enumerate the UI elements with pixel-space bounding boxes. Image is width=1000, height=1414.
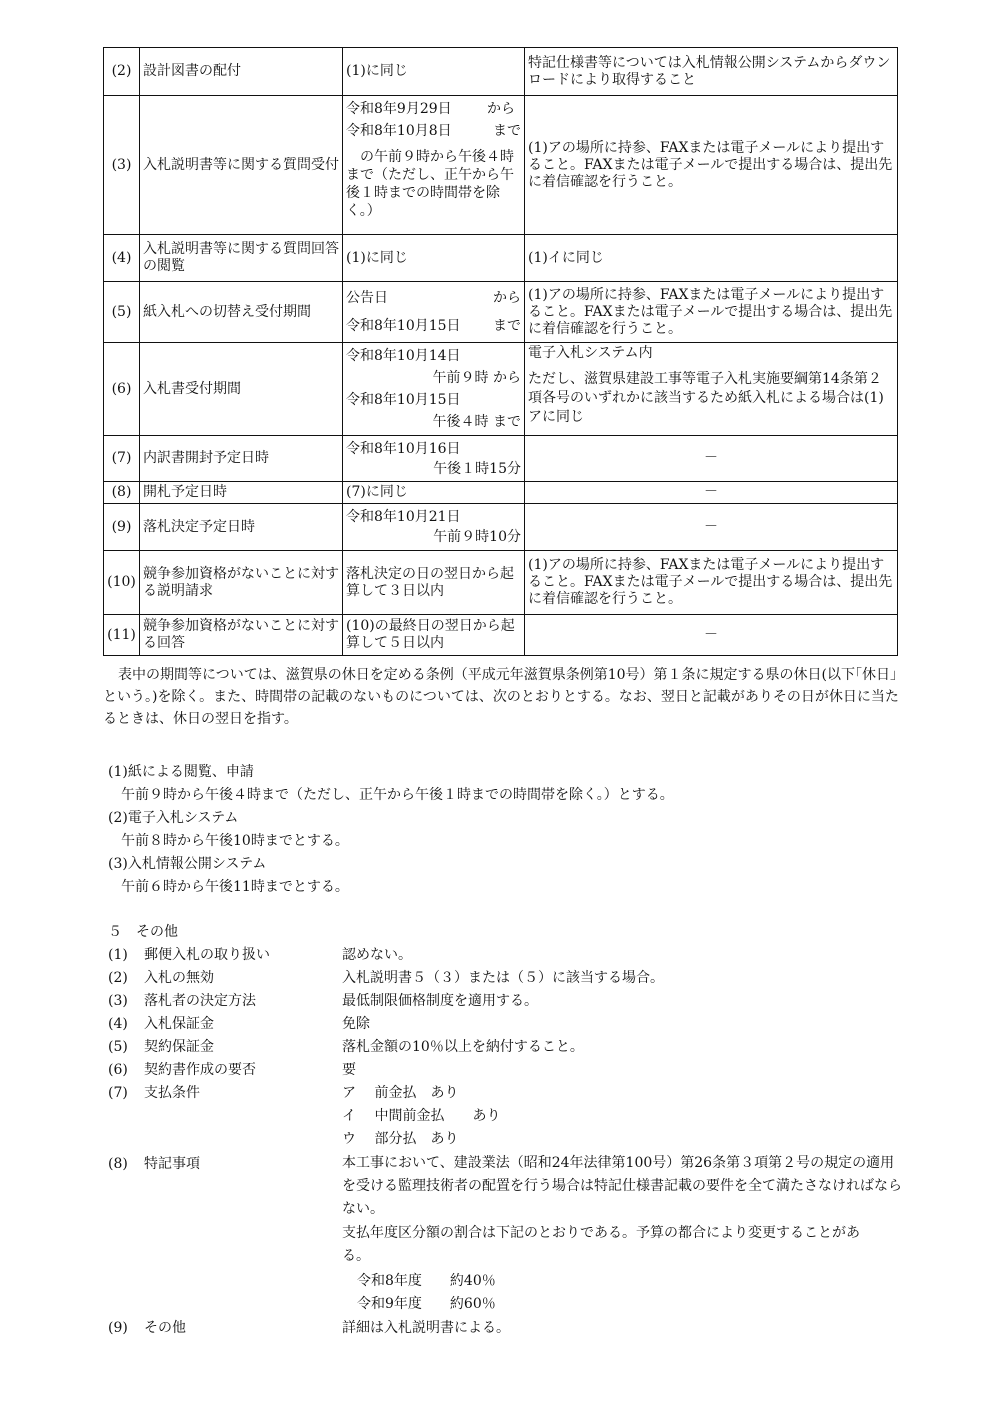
period-line: 午後４時 まで <box>432 414 521 430</box>
list-item: (9) その他 詳細は入札説明書による。 <box>108 1320 510 1336</box>
special-note-text: 支払年度区分額の割合は下記のとおりである。予算の都合により変更することがある。 <box>342 1225 860 1264</box>
row-item: 入札書受付期間 <box>140 343 343 436</box>
row-period <box>343 282 525 343</box>
row-number: (11) <box>104 615 140 656</box>
table-row <box>104 482 898 504</box>
row-period: (1)に同じ <box>343 235 525 282</box>
row-place: (1)アの場所に持参、FAXまたは電子メールにより提出すること。FAXまたは電子メールで提出する場合は、提出先に着信確認を行うこと。 <box>525 551 898 615</box>
payment-term: ア 前金払 あり <box>342 1085 459 1101</box>
fiscal-year-ratio: 令和9年度 約60％ <box>357 1296 496 1312</box>
row-place: － <box>525 436 898 482</box>
row-item: 入札説明書等に関する質問回答の閲覧 <box>140 235 343 282</box>
table-row <box>104 504 898 551</box>
list-item: (3) 落札者の決定方法 最低制限価格制度を適用する。 <box>108 993 538 1009</box>
row-number: (3) <box>104 96 140 235</box>
row-item: 紙入札への切替え受付期間 <box>140 282 343 343</box>
row-place: (1)アの場所に持参、FAXまたは電子メールにより提出すること。FAXまたは電子メールで提出する場合は、提出先に着信確認を行うこと。 <box>525 96 898 235</box>
table-row <box>104 282 898 343</box>
period-line: 令和8年9月29日 から <box>346 101 515 117</box>
row-place: － <box>525 482 898 504</box>
table-row <box>104 615 898 656</box>
list-item: (4) 入札保証金 免除 <box>108 1016 370 1032</box>
place-line: ただし、滋賀県建設工事等電子入札実施要綱第14条第２項各号のいずれかに該当するため紙入札による場合は(1)アに同じ <box>528 371 884 425</box>
list-item: (8) 特記事項 <box>108 1156 200 1172</box>
period-note: の午前９時から午後４時まで（ただし、正午から午後１時までの時間帯を除く。） <box>346 149 514 219</box>
hours-title: (2)電子入札システム <box>108 810 239 826</box>
hours-text: 午前９時から午後４時まで（ただし、正午から午後１時までの時間帯を除く。）とする。 <box>121 787 674 803</box>
period-line: 公告日 から <box>346 290 521 306</box>
row-place: 特記仕様書等については入札情報公開システムからダウンロードにより取得すること <box>525 48 898 96</box>
row-number: (10) <box>104 551 140 615</box>
list-item: (7) 支払条件 <box>108 1085 200 1101</box>
period-time: 午後１時15分 <box>433 460 521 477</box>
table-row <box>104 551 898 615</box>
row-place: － <box>525 615 898 656</box>
row-item: 開札予定日時 <box>140 482 343 504</box>
hours-title: (3)入札情報公開システム <box>108 856 267 872</box>
schedule-table <box>103 47 898 656</box>
row-place: (1)アの場所に持参、FAXまたは電子メールにより提出すること。FAXまたは電子メールで提出する場合は、提出先に着信確認を行うこと。 <box>525 282 898 343</box>
list-item: (6) 契約書作成の要否 要 <box>108 1062 356 1078</box>
table-row <box>104 343 898 436</box>
table-row <box>104 48 898 96</box>
row-period: (10)の最終日の翌日から起算して５日以内 <box>343 615 525 656</box>
special-note-text: 本工事において、建設業法（昭和24年法律第100号）第26条第３項第２号の規定の適用を受ける監理技術者の配置を行う場合は特記仕様書記載の要件を全て満たさなければならない。 <box>342 1155 902 1217</box>
row-number: (4) <box>104 235 140 282</box>
row-item: 入札説明書等に関する質問受付 <box>140 96 343 235</box>
payment-term: イ 中間前金払 あり <box>342 1108 501 1124</box>
row-period <box>343 343 525 436</box>
row-period: 落札決定の日の翌日から起算して３日以内 <box>343 551 525 615</box>
row-item: 設計図書の配付 <box>140 48 343 96</box>
table-row <box>104 235 898 282</box>
hours-text: 午前８時から午後10時までとする。 <box>121 833 349 849</box>
payment-term: ウ 部分払 あり <box>342 1131 459 1147</box>
period-line: 令和8年10月15日 <box>346 392 461 408</box>
row-number: (5) <box>104 282 140 343</box>
row-period <box>343 96 525 235</box>
period-date: 令和8年10月21日 <box>346 509 461 525</box>
row-place: (1)イに同じ <box>525 235 898 282</box>
row-number: (9) <box>104 504 140 551</box>
period-line: 令和8年10月15日 まで <box>346 318 521 334</box>
row-number: (2) <box>104 48 140 96</box>
period-line: 午前９時 から <box>432 370 521 386</box>
list-item: (5) 契約保証金 落札金額の10％以上を納付すること。 <box>108 1039 584 1055</box>
row-item: 落札決定予定日時 <box>140 504 343 551</box>
period-line: 令和8年10月14日 <box>346 348 461 364</box>
list-item: (1) 郵便入札の取り扱い 認めない。 <box>108 947 412 963</box>
row-number: (6) <box>104 343 140 436</box>
section-heading: ５ その他 <box>108 924 178 940</box>
table-row <box>104 96 898 235</box>
hours-title: (1)紙による閲覧、申請 <box>108 764 254 780</box>
row-period: (7)に同じ <box>343 482 525 504</box>
row-item: 競争参加資格がないことに対する回答 <box>140 615 343 656</box>
row-period: (1)に同じ <box>343 48 525 96</box>
row-item: 競争参加資格がないことに対する説明請求 <box>140 551 343 615</box>
row-period <box>343 504 525 551</box>
row-period <box>343 436 525 482</box>
place-line: 電子入札システム内 <box>528 345 653 361</box>
row-place <box>525 343 898 436</box>
table-row <box>104 436 898 482</box>
row-number: (8) <box>104 482 140 504</box>
row-number: (7) <box>104 436 140 482</box>
row-item: 内訳書開封予定日時 <box>140 436 343 482</box>
list-item: (2) 入札の無効 入札説明書５（３）または（５）に該当する場合。 <box>108 970 664 986</box>
period-line: 令和8年10月8日 まで <box>346 123 521 139</box>
period-date: 令和8年10月16日 <box>346 440 461 457</box>
row-place: － <box>525 504 898 551</box>
fiscal-year-ratio: 令和8年度 約40％ <box>357 1273 496 1289</box>
table-note: 表中の期間等については、滋賀県の休日を定める条例（平成元年滋賀県条例第10号）第１条に規定する県の休日(以下｢休日｣という。)を除く。また、時間帯の記載のないものについては、次のとおりとする。なお、翌日と記載がありその日が休日に当たるときは、休日の翌日を指す。 <box>103 667 899 727</box>
period-time: 午前９時10分 <box>433 529 521 545</box>
hours-text: 午前６時から午後11時までとする。 <box>121 879 349 895</box>
